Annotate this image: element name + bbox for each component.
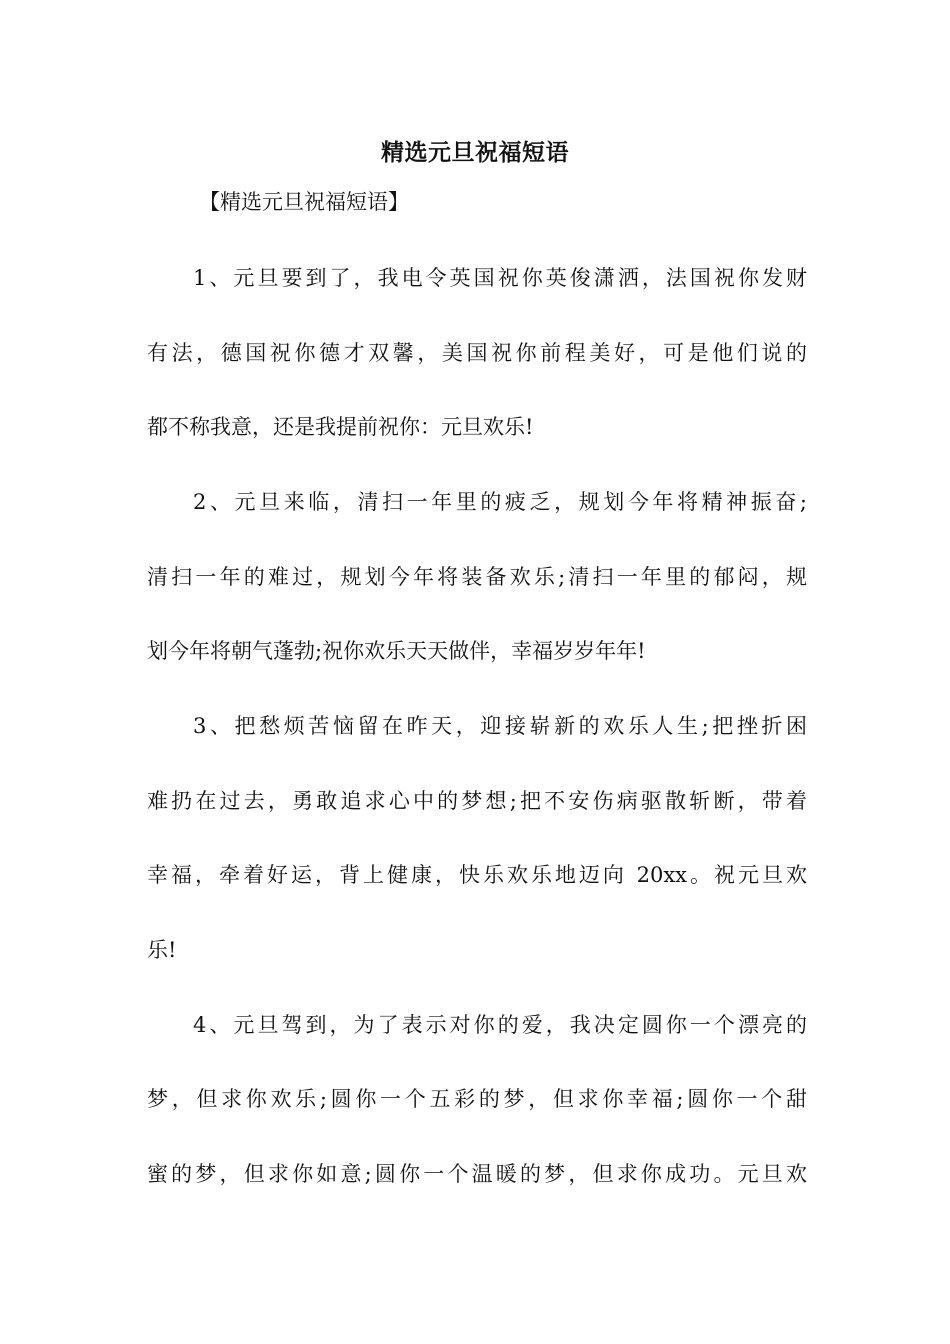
paragraph-1-line-3: 都不称我意，还是我提前祝你：元旦欢乐! [147, 415, 534, 439]
paragraph-3-line-1: 3、把愁烦苦恼留在昨天，迎接崭新的欢乐人生;把挫折困 [193, 714, 807, 738]
paragraph-3-line-4: 乐! [147, 938, 177, 962]
paragraph-2-line-2: 清扫一年的难过，规划今年将装备欢乐;清扫一年里的郁闷，规 [147, 565, 807, 589]
paragraph-4-line-1: 4、元旦驾到，为了表示对你的爱，我决定圆你一个漂亮的 [193, 1013, 807, 1037]
document-subtitle: 【精选元旦祝福短语】 [199, 190, 409, 214]
paragraph-2-line-3: 划今年将朝气蓬勃;祝你欢乐天天做伴，幸福岁岁年年! [147, 639, 646, 663]
paragraph-2-line-1: 2、元旦来临，清扫一年里的疲乏，规划今年将精神振奋; [193, 490, 807, 514]
paragraph-1-line-1: 1、元旦要到了，我电令英国祝你英俊潇洒，法国祝你发财 [193, 266, 807, 290]
document-title: 精选元旦祝福短语 [381, 139, 569, 166]
paragraph-4-line-3: 蜜的梦，但求你如意;圆你一个温暖的梦，但求你成功。元旦欢 [147, 1162, 807, 1186]
paragraph-1-line-2: 有法，德国祝你德才双馨，美国祝你前程美好，可是他们说的 [147, 341, 807, 365]
paragraph-4-line-2: 梦，但求你欢乐;圆你一个五彩的梦，但求你幸福;圆你一个甜 [147, 1087, 807, 1111]
paragraph-3-line-3: 幸福，牵着好运，背上健康，快乐欢乐地迈向 20xx。祝元旦欢 [147, 863, 807, 887]
paragraph-3-line-2: 难扔在过去，勇敢追求心中的梦想;把不安伤病驱散斩断，带着 [147, 789, 807, 813]
